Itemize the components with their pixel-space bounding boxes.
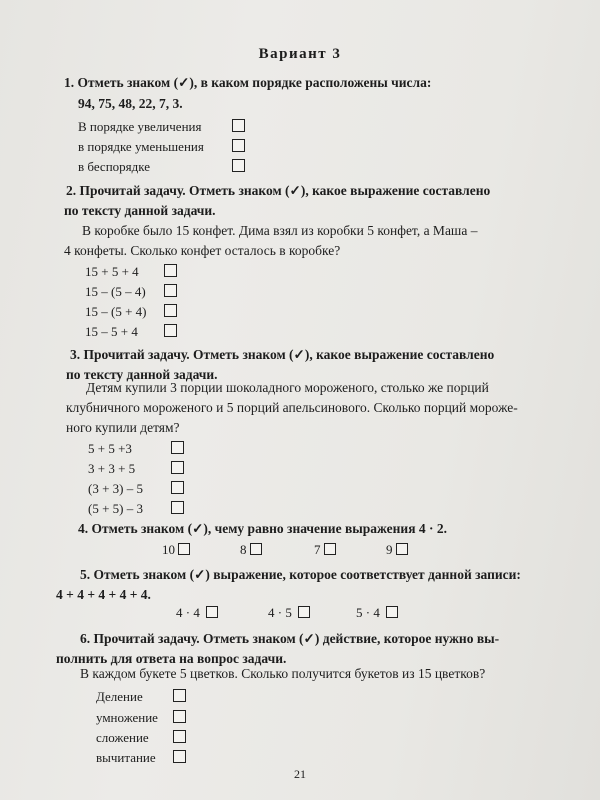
q4-option-checkbox[interactable]	[396, 543, 408, 555]
q1-option-label: В порядке увеличения	[78, 119, 202, 134]
q4-option-label: 9	[386, 542, 393, 557]
q2-option-checkbox[interactable]	[164, 324, 177, 337]
q6-task-line1: В каждом букете 5 цветков. Сколько получится букетов из 15 цветков?	[80, 666, 486, 681]
q4-option-checkbox[interactable]	[178, 543, 190, 555]
q3-option-checkbox[interactable]	[171, 481, 184, 494]
q1-option-label: в беспорядке	[78, 159, 151, 174]
q4-option-group	[314, 542, 336, 558]
q4-option-checkbox[interactable]	[324, 543, 336, 555]
q6-option-label: Деление	[96, 689, 143, 704]
q2-option-label: 15 – (5 + 4)	[85, 304, 147, 319]
q1-option-label: в порядке уменьшения	[78, 139, 204, 154]
q3-text-line2: по тексту данной задачи.	[66, 367, 218, 382]
q4-option-group	[162, 542, 190, 558]
q5-option-checkbox[interactable]	[386, 606, 398, 618]
q2-option-checkbox[interactable]	[164, 284, 177, 297]
q1-option-checkbox[interactable]	[232, 139, 245, 152]
q6-option-checkbox[interactable]	[173, 750, 186, 763]
q5-option-group	[268, 605, 310, 621]
variant-title: Вариант 3	[258, 46, 342, 62]
q3-option-checkbox[interactable]	[171, 441, 184, 454]
q2-task-line2: 4 конфеты. Сколько конфет осталось в коробке?	[64, 243, 341, 258]
q5-option-label: 4 · 5	[268, 605, 292, 620]
q6-option-label: вычитание	[96, 750, 156, 765]
q5-option-checkbox[interactable]	[206, 606, 218, 618]
q2-text-line1: 2. Прочитай задачу. Отметь знаком (✓), какое выражение составлено	[66, 183, 491, 198]
q2-option-label: 15 + 5 + 4	[85, 264, 139, 279]
q4-option-group	[240, 542, 262, 558]
q1-text: 1. Отметь знаком (✓), в каком порядке расположены числа:	[64, 75, 432, 90]
q2-text-line2: по тексту данной задачи.	[64, 203, 216, 218]
q3-task-line3: ного купили детям?	[66, 420, 180, 435]
q3-option-checkbox[interactable]	[171, 461, 184, 474]
q2-option-label: 15 – (5 – 4)	[85, 284, 146, 299]
q3-option-label: 5 + 5 +3	[88, 441, 132, 456]
q1-option-checkbox[interactable]	[232, 159, 245, 172]
q3-option-label: (5 + 5) – 3	[88, 501, 143, 516]
q6-option-checkbox[interactable]	[173, 730, 186, 743]
q6-option-checkbox[interactable]	[173, 710, 186, 723]
q3-option-label: 3 + 3 + 5	[88, 461, 136, 476]
q2-task-line1: В коробке было 15 конфет. Дима взял из коробки 5 конфет, а Маша –	[82, 223, 478, 238]
q1-numbers: 94, 75, 48, 22, 7, 3.	[78, 96, 183, 111]
q5-option-label: 5 · 4	[356, 605, 380, 620]
q5-record: 4 + 4 + 4 + 4 + 4.	[56, 587, 151, 602]
q6-option-label: умножение	[96, 710, 158, 725]
q3-task-line1: Детям купили 3 порции шоколадного мороженого, столько же порций	[86, 380, 489, 395]
q6-text-line1: 6. Прочитай задачу. Отметь знаком (✓) действие, которое нужно вы-	[80, 631, 500, 646]
q3-option-checkbox[interactable]	[171, 501, 184, 514]
q2-option-label: 15 – 5 + 4	[85, 324, 138, 339]
page-number: 21	[294, 767, 306, 781]
q1-option-checkbox[interactable]	[232, 119, 245, 132]
q4-text: 4. Отметь знаком (✓), чему равно значение выражения 4 · 2.	[78, 521, 448, 536]
q3-option-label: (3 + 3) – 5	[88, 481, 143, 496]
q5-option-group	[356, 605, 398, 621]
q3-task-line2: клубничного мороженого и 5 порций апельсинового. Сколько порций мороже-	[66, 400, 518, 415]
q4-option-checkbox[interactable]	[250, 543, 262, 555]
q4-option-label: 7	[314, 542, 321, 557]
q4-option-label: 10	[162, 542, 175, 557]
q5-text: 5. Отметь знаком (✓) выражение, которое соответствует данной записи:	[80, 567, 521, 582]
q5-option-group	[176, 605, 218, 621]
q3-text-line1: 3. Прочитай задачу. Отметь знаком (✓), какое выражение составлено	[70, 347, 495, 362]
q2-option-checkbox[interactable]	[164, 264, 177, 277]
q6-text-line2: полнить для ответа на вопрос задачи.	[56, 651, 287, 666]
q6-option-checkbox[interactable]	[173, 689, 186, 702]
q2-option-checkbox[interactable]	[164, 304, 177, 317]
q4-option-label: 8	[240, 542, 247, 557]
q6-option-label: сложение	[96, 730, 149, 745]
q5-option-label: 4 · 4	[176, 605, 200, 620]
q4-option-group	[386, 542, 408, 558]
q5-option-checkbox[interactable]	[298, 606, 310, 618]
